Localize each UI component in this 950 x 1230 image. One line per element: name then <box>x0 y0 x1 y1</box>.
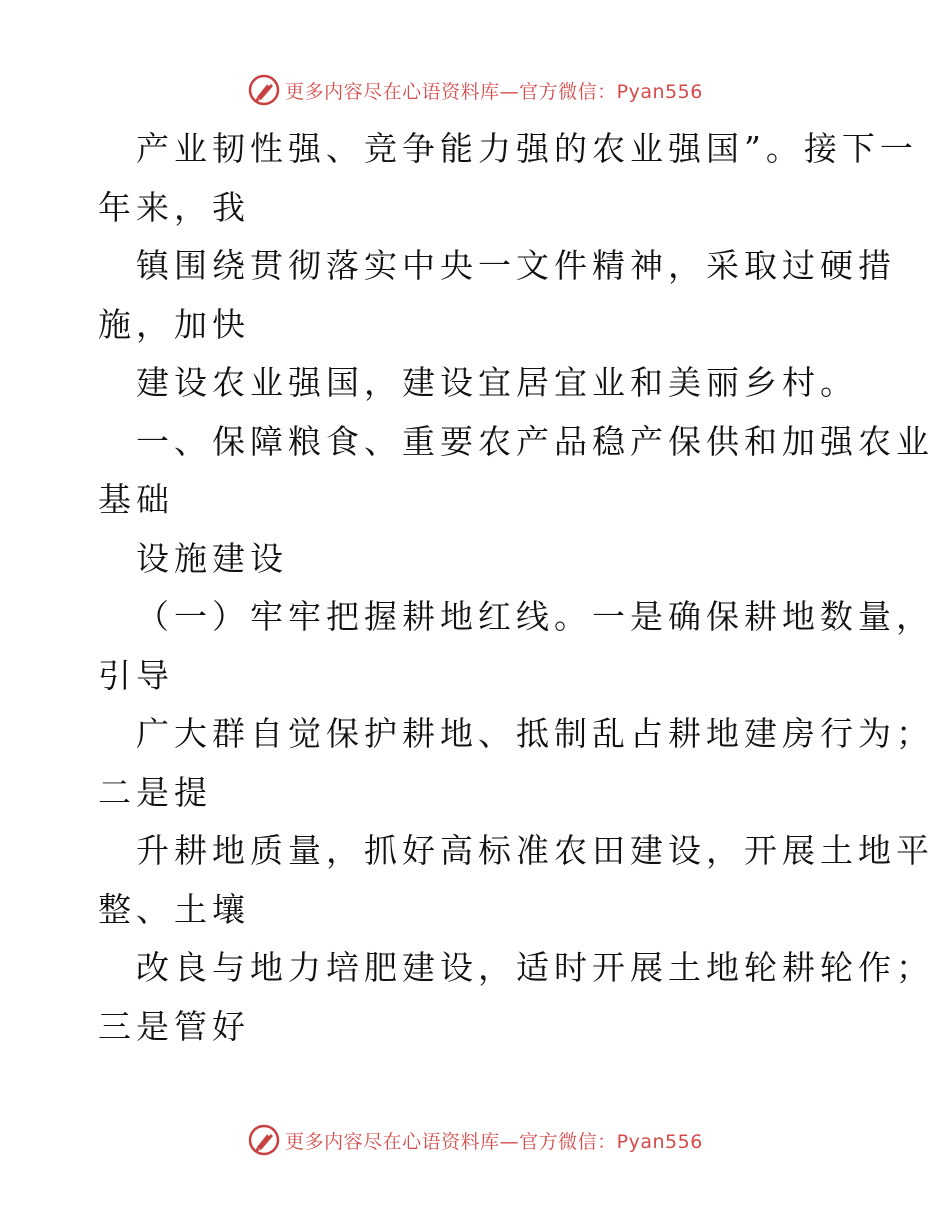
text-line: 产业韧性强、竞争能力强的农业强国”。接下一 <box>136 129 918 168</box>
watermark-text: 更多内容尽在心语资料库—官方微信：Pyan556 <box>285 80 703 103</box>
text-line: 整、土壤 <box>98 889 250 929</box>
text-line: 一、保障粮食、重要农产品稳产保供和加强农业 <box>136 421 934 461</box>
text-line: 镇围绕贯彻落实中央一文件精神，采取过硬措 <box>136 246 896 285</box>
text-line: 引导 <box>98 655 174 695</box>
text-line: 广大群自觉保护耕地、抵制乱占耕地建房行为； <box>136 714 934 753</box>
text-line: （一）牢牢把握耕地红线。一是确保耕地数量， <box>136 597 934 636</box>
text-line: 三是管好 <box>98 1006 250 1046</box>
text-line: 二是提 <box>98 772 212 812</box>
pen-nib-icon <box>247 1123 281 1157</box>
text-line: 设施建设 <box>136 538 288 578</box>
text-line: 升耕地质量，抓好高标准农田建设，开展土地平 <box>136 831 934 870</box>
pen-nib-icon <box>247 73 281 107</box>
text-line: 建设农业强国，建设宜居宜业和美丽乡村。 <box>136 363 858 402</box>
header-watermark <box>0 70 950 110</box>
text-line: 施，加快 <box>98 304 250 344</box>
text-line: 基础 <box>98 480 174 519</box>
text-line: 改良与地力培肥建设，适时开展土地轮耕轮作； <box>136 948 934 987</box>
footer-watermark <box>0 1120 950 1160</box>
text-line: 年来，我 <box>98 187 250 227</box>
watermark-text: 更多内容尽在心语资料库—官方微信：Pyan556 <box>285 1130 703 1153</box>
document-body <box>98 120 934 1056</box>
